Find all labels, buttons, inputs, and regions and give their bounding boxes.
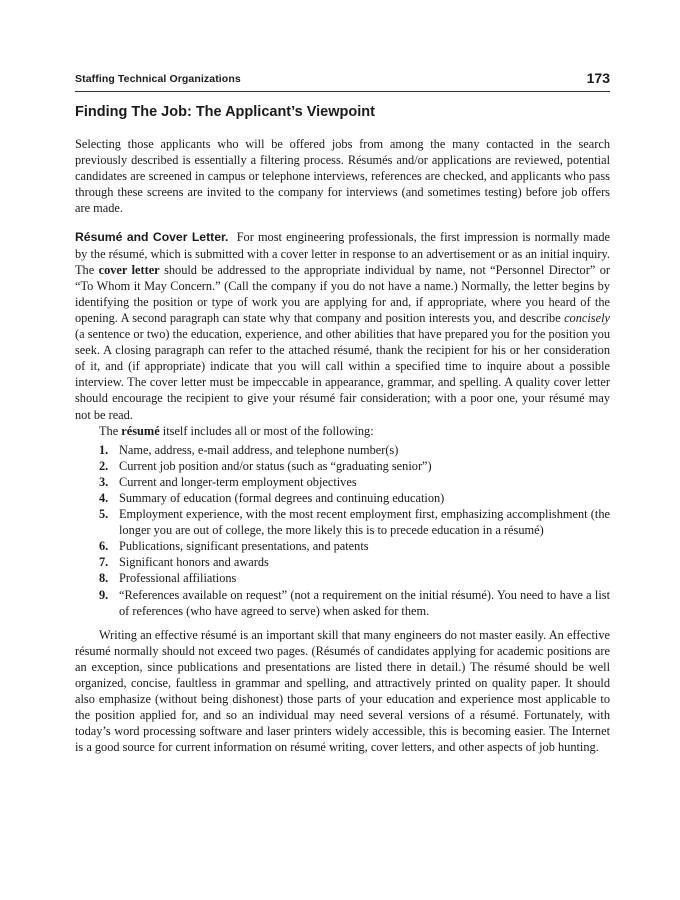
intro-paragraph: Selecting those applicants who will be offered jobs from among the many contacted in the search previously described is essentially a filtering process. Résumés and/or applications are reviewed, potential candidates are screened in campus or telephone interviews, references are checked, and applicants who pass through these screens are invited to the company for interviews (and sometimes testing) before job offers are made. — [75, 137, 610, 216]
page-number: 173 — [586, 70, 610, 86]
header-rule — [75, 91, 610, 92]
list-item-text: Publications, significant presentations, and patents — [119, 539, 369, 554]
cover-letter-term: cover letter — [98, 262, 160, 277]
list-item-number: 9. — [99, 587, 109, 602]
list-item-text: “References available on request” (not a requirement on the initial résumé). You need to have a list of references (who have agreed to serve) when asked for them. — [119, 587, 610, 618]
body-text — [75, 136, 610, 755]
list-item-text: Professional affiliations — [119, 571, 237, 586]
cover-letter-text-1: For most engineering professionals, the first impression is normally made by the résumé, which is submitted with a cover letter in response to an advertisement or as an initial inquiry. The — [75, 230, 610, 277]
list-item — [99, 442, 610, 458]
list-item-number: 3. — [99, 474, 109, 489]
cover-letter-text-2: should be addressed to the appropriate individual by name, not “Personnel Director” or “To Whom it May Concern.” (Call the company if you do not have a name.) Normally, the letter begins by identifying the position or type of work you are applying for and, if appropriate, where you heard of the opening. A second paragraph can state why that company and position interests you, and describe — [75, 262, 610, 325]
list-item-text: Current and longer-term employment objectives — [119, 474, 357, 489]
list-item — [99, 474, 610, 490]
list-item — [99, 587, 610, 619]
list-item-number: 8. — [99, 571, 109, 586]
list-item — [99, 554, 610, 570]
list-item-number: 4. — [99, 490, 109, 505]
running-title: Staffing Technical Organizations — [75, 73, 241, 85]
resume-contents-list — [75, 442, 610, 619]
resume-intro-text-2: itself includes all or most of the following: — [162, 423, 374, 438]
list-item — [99, 490, 610, 506]
list-item-number: 5. — [99, 507, 109, 522]
list-item-text: Significant honors and awards — [119, 555, 269, 570]
resume-term: résumé — [121, 423, 160, 438]
list-item-number: 6. — [99, 539, 109, 554]
list-item-text: Summary of education (formal degrees and continuing education) — [119, 490, 445, 505]
concisely-term: concisely — [564, 310, 610, 325]
list-item-text: Name, address, e-mail address, and telephone number(s) — [119, 442, 399, 457]
list-item-number: 1. — [99, 442, 109, 457]
section-heading: Finding The Job: The Applicant’s Viewpoint — [75, 104, 375, 120]
resume-intro-paragraph — [75, 423, 610, 439]
cover-letter-paragraph — [75, 229, 610, 422]
resume-intro-text-1: The — [99, 423, 119, 438]
list-item — [99, 570, 610, 586]
list-item-text: Current job position and/or status (such as “graduating senior”) — [119, 458, 432, 473]
run-in-heading: Résumé and Cover Letter. — [75, 230, 229, 245]
list-item-number: 2. — [99, 458, 109, 473]
list-item — [99, 458, 610, 474]
running-header — [75, 70, 610, 90]
list-item — [99, 506, 610, 538]
list-item-number: 7. — [99, 555, 109, 570]
list-item — [99, 538, 610, 554]
list-item-text: Employment experience, with the most recent employment first, emphasizing accomplishment (the longer you are out of college, the more likely this is to precede education in a résumé) — [119, 507, 610, 538]
cover-letter-text-3: (a sentence or two) the education, experience, and other abilities that have prepared you for the position you seek. A closing paragraph can refer to the attached résumé, thank the recipient for his or her consideration of it, and (if appropriate) indicate that you will call within a specified time to inquire about a possible interview. The cover letter must be impeccable in appearance, grammar, and spelling. A quality cover letter should encourage the recipient to give your résumé fair consideration; with a poor one, your résumé may not be read. — [75, 327, 610, 422]
closing-paragraph: Writing an effective résumé is an important skill that many engineers do not master easily. An effective résumé normally should not exceed two pages. (Résumés of candidates applying for academic positions are an exception, since publications and presentations are listed there in detail.) The résumé should be well organized, concise, faultless in grammar and spelling, and attractively printed on quality paper. It should also emphasize (without being dishonest) those parts of your education and experience most applicable to the position applied for, and so an individual may need several versions of a résumé. Fortunately, with today’s word processing software and laser printers widely accessible, this is becoming easier. The Internet is a good source for current information on résumé writing, cover letters, and other aspects of job hunting. — [75, 627, 610, 755]
